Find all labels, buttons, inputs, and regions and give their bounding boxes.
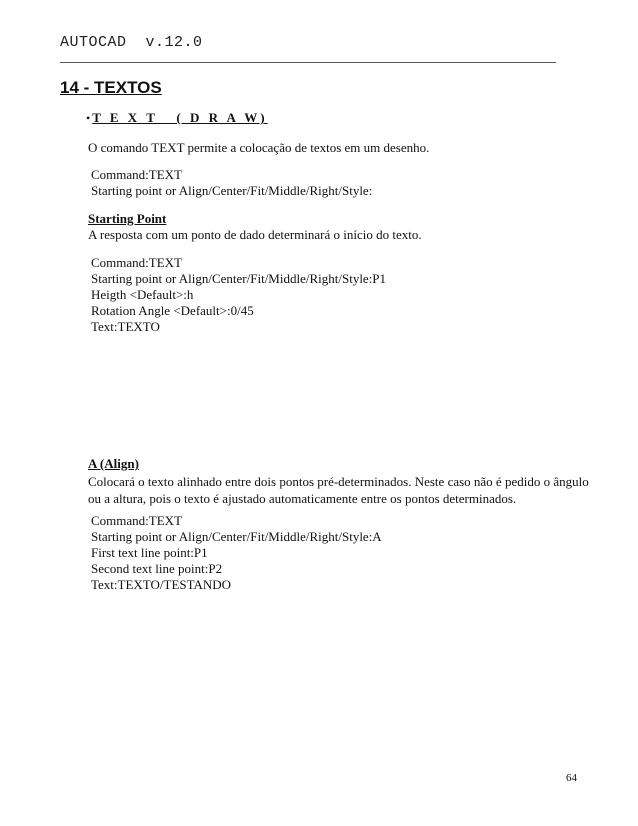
- command-line: Rotation Angle <Default>:0/45: [91, 303, 254, 318]
- starting-point-heading: Starting Point: [88, 211, 167, 226]
- bullet-icon: •: [86, 111, 91, 125]
- section-title: 14 - TEXTOS: [60, 78, 162, 97]
- command-block-1: [91, 167, 372, 199]
- command-line: Starting point or Align/Center/Fit/Middle/Right/Style:A: [91, 529, 382, 544]
- align-heading: A (Align): [88, 456, 139, 471]
- header-version: v.12.0: [145, 34, 203, 51]
- align-section: [88, 456, 589, 507]
- command-line: Command:TEXT: [91, 167, 182, 182]
- starting-point-text: A resposta com um ponto de dado determinará o início do texto.: [88, 227, 422, 242]
- page-number: 64: [566, 772, 577, 784]
- command-line: Text:TEXTO/TESTANDO: [91, 577, 232, 592]
- command-line: Starting point or Align/Center/Fit/Middle/Right/Style:: [91, 183, 373, 198]
- command-line: Heigth <Default>:h: [91, 287, 194, 302]
- command-line: Command:TEXT: [91, 255, 182, 270]
- align-text-line: Colocará o texto alinhado entre dois pontos pré-determinados. Neste caso não é pedido o ângulo: [88, 474, 589, 489]
- command-line: First text line point:P1: [91, 545, 208, 560]
- command-line: Command:TEXT: [91, 513, 182, 528]
- command-block-2: [91, 255, 386, 335]
- align-text-line: ou a altura, pois o texto é ajustado automaticamente entre os pontos determinados.: [88, 491, 517, 506]
- page-header: [60, 34, 203, 51]
- starting-point-section: [88, 211, 422, 243]
- command-heading-label: T E X T ( D R A W): [92, 110, 268, 125]
- command-line: Starting point or Align/Center/Fit/Middle/Right/Style:P1: [91, 271, 387, 286]
- command-block-3: [91, 513, 382, 593]
- intro-paragraph: O comando TEXT permite a colocação de textos em um desenho.: [88, 140, 430, 155]
- header-app-name: AUTOCAD: [60, 34, 127, 51]
- command-line: Second text line point:P2: [91, 561, 223, 576]
- header-divider: [60, 62, 556, 63]
- command-line: Text:TEXTO: [91, 319, 160, 334]
- command-heading: [86, 110, 268, 126]
